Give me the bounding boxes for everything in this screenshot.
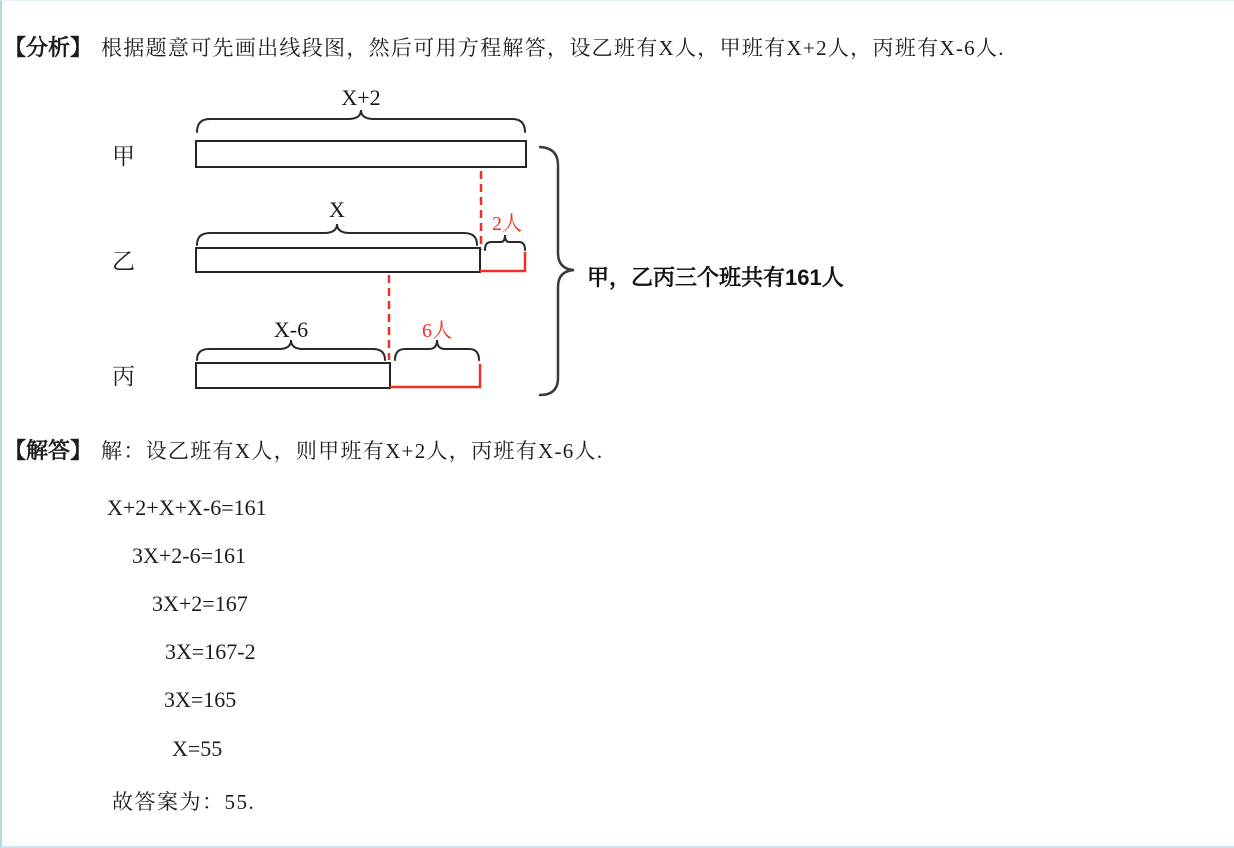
- bing-extra-overbrace: [395, 340, 479, 360]
- yi-extra-overbrace: [485, 235, 525, 250]
- equation-step: X+2+X+X-6=161: [107, 495, 267, 520]
- equation-step: 3X+2=167: [152, 591, 248, 616]
- bing-extra-label: 6人: [422, 320, 452, 342]
- equation-step: X=55: [172, 736, 223, 761]
- equation-step: 3X=167-2: [165, 639, 256, 664]
- bing-bar: [196, 363, 390, 388]
- line-segment-diagram: [2, 1, 932, 421]
- row-bing-label: 丙: [112, 364, 135, 389]
- row-jia-label: 甲: [112, 144, 135, 169]
- yi-bar: [196, 248, 480, 272]
- solution-tag: 【解答】: [4, 438, 93, 463]
- yi-overbrace: [197, 224, 477, 245]
- bing-brace-label: X-6: [273, 317, 309, 342]
- bing-overbrace: [197, 340, 385, 360]
- conclusion-text: 故答案为：55.: [112, 790, 256, 814]
- jia-brace-label: X+2: [341, 85, 381, 110]
- solution-intro: 解：设乙班有X人，则甲班有X+2人，丙班有X-6人.: [101, 439, 604, 463]
- yi-extra-label: 2人: [492, 213, 522, 235]
- total-label: 甲，乙丙三个班共有161人: [587, 265, 844, 290]
- jia-bar: [196, 141, 526, 167]
- total-right-brace: [540, 147, 574, 395]
- jia-overbrace: [197, 110, 525, 132]
- yi-brace-label: X: [329, 197, 345, 222]
- solution-section: [4, 434, 603, 465]
- equation-step: 3X+2-6=161: [132, 543, 247, 568]
- bing-red-extension: [390, 364, 480, 387]
- analysis-text: 根据题意可先画出线段图，然后可用方程解答，设乙班有X人，甲班有X+2人，丙班有X-6人.: [101, 36, 1005, 60]
- equation-step: 3X=165: [164, 687, 237, 712]
- analysis-tag: 【分析】: [4, 35, 93, 60]
- row-yi-label: 乙: [112, 249, 135, 274]
- yi-red-extension: [480, 252, 525, 271]
